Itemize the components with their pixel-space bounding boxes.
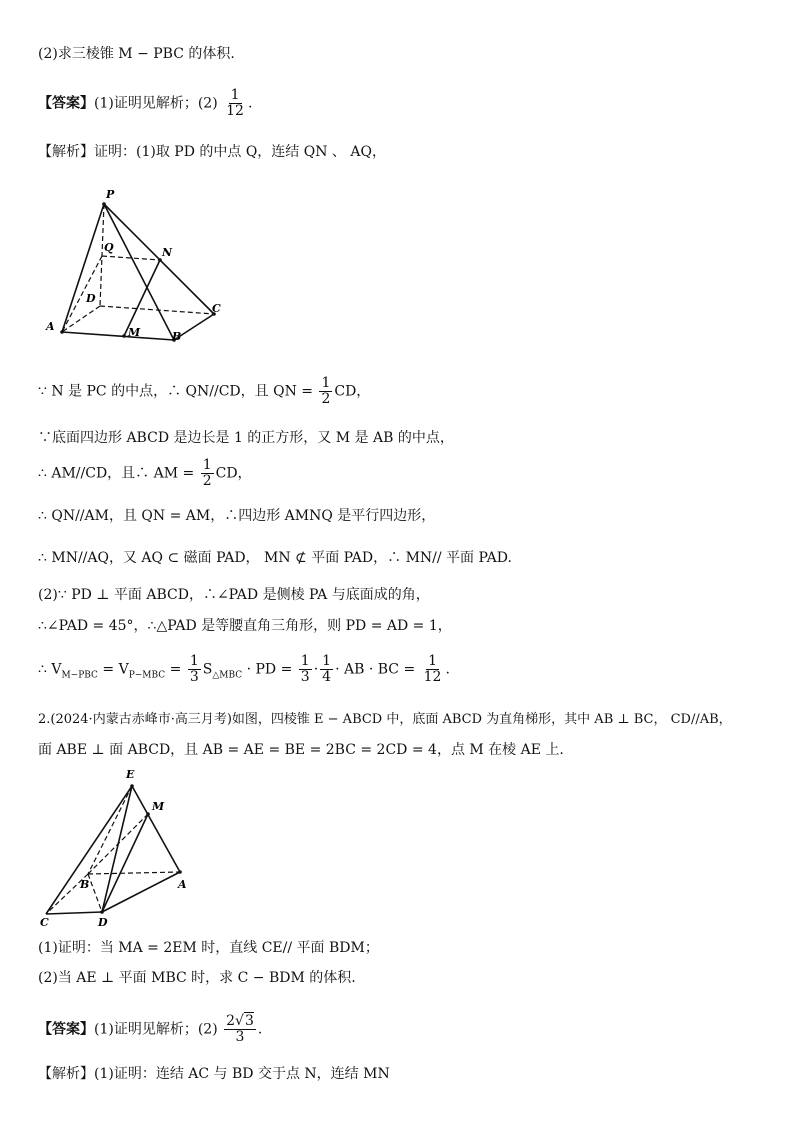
answer-1 [38, 88, 252, 119]
answer-tag: 【答案】 [38, 1021, 94, 1038]
label-E: E [126, 768, 135, 781]
fraction-numerator: 2√3 [226, 1013, 254, 1029]
equals-v: = V [97, 661, 129, 678]
label-A: A [178, 878, 187, 891]
question-2-part-1: (1)证明：当 MA = 2EM 时，直线 CE// 平面 BDM； [38, 940, 379, 956]
fraction-third [188, 654, 201, 685]
label-C: C [40, 916, 49, 928]
fraction-denominator: 12 [423, 669, 442, 685]
fraction-denominator: 3 [235, 1029, 245, 1045]
answer-end: . [257, 1021, 263, 1038]
fraction-denominator: 3 [189, 669, 199, 685]
fraction-denominator: 2 [202, 473, 212, 489]
fraction-numerator: 1 [428, 653, 438, 669]
solution-1-step-8 [38, 654, 450, 686]
solution-2-intro: 【解析】(1)证明：连结 AC 与 BD 交于点 N，连结 MN [38, 1066, 390, 1082]
subscript: P−MBC [128, 670, 166, 681]
answer-tag: 【答案】 [38, 95, 94, 112]
fraction-denominator: 3 [300, 669, 310, 685]
pyramid-2-svg [36, 764, 206, 928]
subscript: △MBC [212, 670, 243, 681]
fraction-numerator: 1 [230, 87, 240, 103]
pyramid-1-svg [36, 186, 236, 346]
solution-1-step-3 [38, 458, 252, 489]
solution-1-step-7: ∴∠PAD = 45°，∴△PAD 是等腰直角三角形，则 PD = AD = 1， [38, 618, 452, 634]
radicand: 3 [244, 1013, 254, 1029]
fraction-denominator: 12 [226, 103, 244, 119]
fraction-one-twelfth [422, 654, 444, 685]
equals: = [165, 661, 182, 678]
fraction-one-twelfth [224, 88, 246, 119]
pyramid-figure-2 [36, 764, 206, 928]
label-C: C [212, 302, 221, 315]
fraction-half [201, 458, 214, 489]
fraction-denominator: 4 [322, 669, 332, 685]
answer-end: . [247, 95, 253, 112]
question-2-line-2: 面 ABE ⊥ 面 ABCD，且 AB = AE = BE = 2BC = 2CD = 4，点 M 在棱 AE 上. [38, 742, 564, 758]
fraction-numerator: 1 [322, 653, 332, 669]
label-B: B [172, 330, 182, 343]
answer-text: (1)证明见解析；(2) [94, 1021, 218, 1038]
fraction-third [299, 654, 312, 685]
label-D: D [86, 292, 96, 305]
label-B: B [80, 878, 90, 891]
fraction-numerator: 1 [300, 653, 310, 669]
label-M: M [152, 800, 165, 813]
solution-1-step-1 [38, 376, 370, 407]
fraction-denominator: 2 [321, 391, 331, 407]
solution-1-intro: 【解析】证明：(1)取 PD 的中点 Q，连结 QN 、 AQ， [38, 144, 386, 160]
subscript: M−PBC [61, 670, 98, 681]
answer-text: (1)证明见解析；(2) [94, 95, 218, 112]
question-1-part-2: (2)求三棱锥 M − PBC 的体积. [38, 46, 235, 62]
label-P: P [106, 188, 115, 201]
solution-1-step-6: (2)∵ PD ⊥ 平面 ABCD，∴∠PAD 是侧棱 PA 与底面成的角， [38, 587, 430, 603]
label-M: M [128, 326, 141, 339]
label-D: D [98, 916, 108, 928]
times-pd: · PD = [242, 661, 293, 678]
dot: · [313, 661, 319, 678]
ab-bc: · AB · BC = [335, 661, 416, 678]
fraction-quarter [320, 654, 333, 685]
volume-symbol: ∴ V [38, 661, 62, 678]
label-Q: Q [104, 241, 114, 254]
step-text-end: CD， [334, 383, 371, 400]
solution-1-step-2: ∵底面四边形 ABCD 是边长是 1 的正方形，又 M 是 AB 的中点， [38, 430, 454, 446]
fraction-half [319, 376, 332, 407]
coefficient: 2 [226, 1013, 236, 1029]
step-text: ∴ AM//CD，且∴ AM = [38, 465, 195, 482]
area-symbol: S [202, 661, 213, 678]
step-text-end: CD， [215, 465, 252, 482]
question-2-part-2: (2)当 AE ⊥ 平面 MBC 时，求 C − BDM 的体积. [38, 970, 356, 986]
label-N: N [162, 246, 173, 259]
solution-1-step-5: ∴ MN//AQ，又 AQ ⊂ 磁面 PAD， MN ⊄ 平面 PAD，∴ MN// 平面 PAD. [38, 550, 512, 566]
fraction-two-root-three-over-three [224, 1014, 256, 1045]
answer-2 [38, 1014, 262, 1045]
step-text: ∵ N 是 PC 的中点，∴ QN//CD，且 QN = [38, 383, 313, 400]
period: . [445, 661, 450, 678]
fraction-numerator: 1 [202, 457, 212, 473]
fraction-numerator: 1 [321, 375, 331, 391]
fraction-numerator: 1 [189, 653, 199, 669]
pyramid-figure-1 [36, 186, 236, 346]
solution-1-step-4: ∴ QN//AM，且 QN = AM，∴四边形 AMNQ 是平行四边形， [38, 508, 436, 524]
question-2-line-1: 2.(2024·内蒙古赤峰市·高三月考)如图，四棱锥 E − ABCD 中，底面 ABCD 为直角梯形，其中 AB ⊥ BC， CD//AB， [38, 712, 732, 727]
label-A: A [46, 320, 55, 333]
